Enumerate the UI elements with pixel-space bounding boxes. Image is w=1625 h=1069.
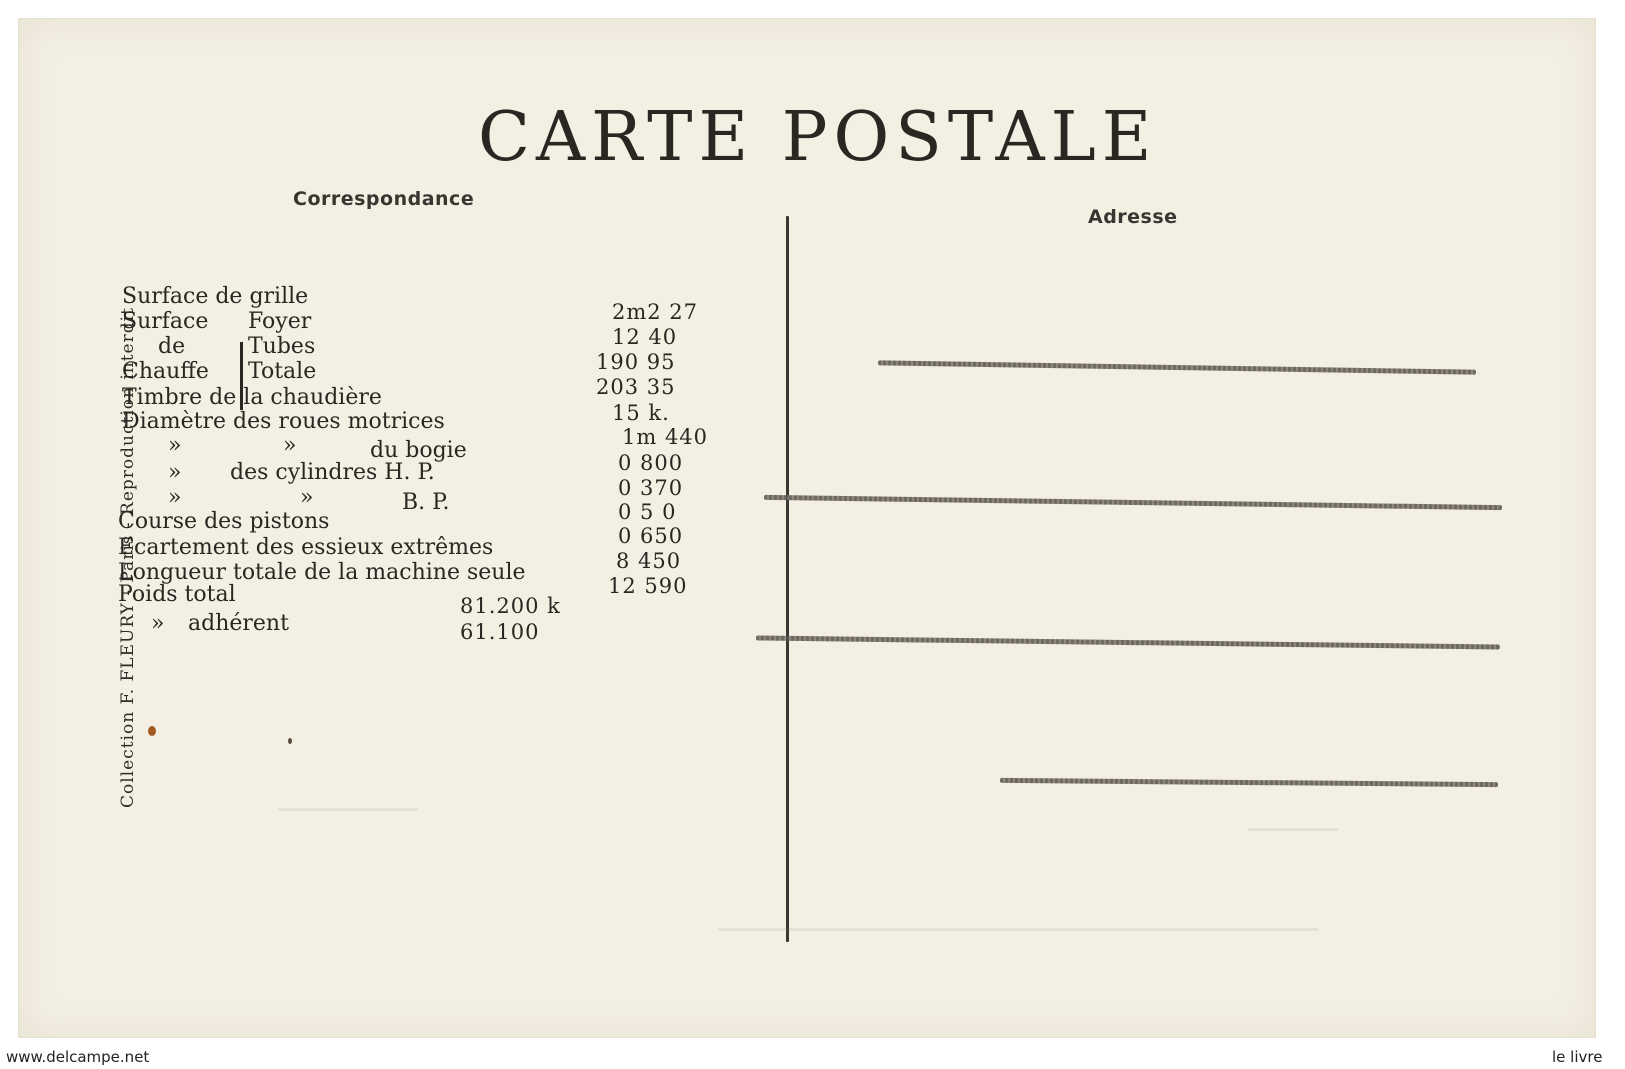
ditto-mark: »	[168, 433, 182, 458]
address-line-1	[878, 360, 1476, 374]
spec-value: 0 5 0	[618, 500, 677, 524]
spec-value: 0 800	[618, 451, 684, 475]
spec-value: 12 40	[612, 325, 678, 349]
spec-value: 81.200 k	[460, 594, 561, 618]
ditto-mark: »	[283, 433, 297, 458]
spec-value: 12 590	[608, 574, 688, 598]
spec-label: Diamètre des roues motrices	[122, 409, 445, 434]
address-line-2	[764, 495, 1502, 510]
center-divider	[786, 216, 789, 942]
surface-group-label: Chauffe	[122, 359, 209, 384]
spec-value: 8 450	[616, 549, 682, 573]
spec-value: 1m 440	[622, 425, 709, 449]
spec-label: B. P.	[402, 490, 450, 515]
watermark-left: www.delcampe.net	[6, 1048, 150, 1066]
spec-label: Foyer	[248, 309, 312, 334]
ditto-mark: »	[151, 611, 165, 636]
spec-label: Totale	[248, 359, 317, 384]
spec-label: adhérent	[188, 611, 289, 636]
ditto-mark: »	[300, 485, 314, 510]
spec-label: Poids total	[118, 582, 236, 607]
address-line-3	[756, 635, 1500, 649]
address-line-4	[1000, 778, 1498, 787]
spec-value: 2m2 27	[612, 300, 699, 324]
stain-spot	[288, 738, 292, 744]
spec-label: Timbre de la chaudière	[122, 385, 382, 410]
spec-value: 61.100	[460, 620, 540, 644]
spec-label: des cylindres H. P.	[230, 460, 435, 485]
spec-label: Ecartement des essieux extrêmes	[118, 535, 494, 560]
collection-vertical-text: Collection F. FLEURY - Paris - Reproduction interdit	[118, 307, 138, 808]
correspondence-heading: Correspondance	[293, 188, 475, 210]
spec-value: 190 95	[596, 350, 676, 374]
spec-label: Tubes	[248, 334, 316, 359]
card-title: CARTE POSTALE	[478, 98, 1158, 177]
faint-show-through	[1248, 828, 1338, 831]
ditto-mark: »	[168, 460, 182, 485]
spec-label: Longueur totale de la machine seule	[118, 560, 526, 585]
ditto-mark: »	[168, 485, 182, 510]
spec-value: 0 370	[618, 476, 684, 500]
spec-value: 0 650	[618, 524, 684, 548]
faint-show-through	[278, 808, 418, 811]
faint-show-through	[718, 928, 1318, 931]
watermark-right: le livre	[1552, 1048, 1603, 1066]
spec-label: du bogie	[370, 438, 467, 463]
spec-value: 203 35	[596, 375, 676, 399]
spec-label: Course des pistons	[118, 509, 330, 534]
spec-label: Surface de grille	[122, 284, 309, 309]
surface-group-label: de	[158, 334, 186, 359]
spec-value: 15 k.	[612, 401, 670, 425]
postcard-back	[18, 18, 1596, 1038]
surface-group-label: Surface	[122, 309, 209, 334]
stain-spot	[148, 726, 156, 736]
address-heading: Adresse	[1088, 206, 1178, 228]
